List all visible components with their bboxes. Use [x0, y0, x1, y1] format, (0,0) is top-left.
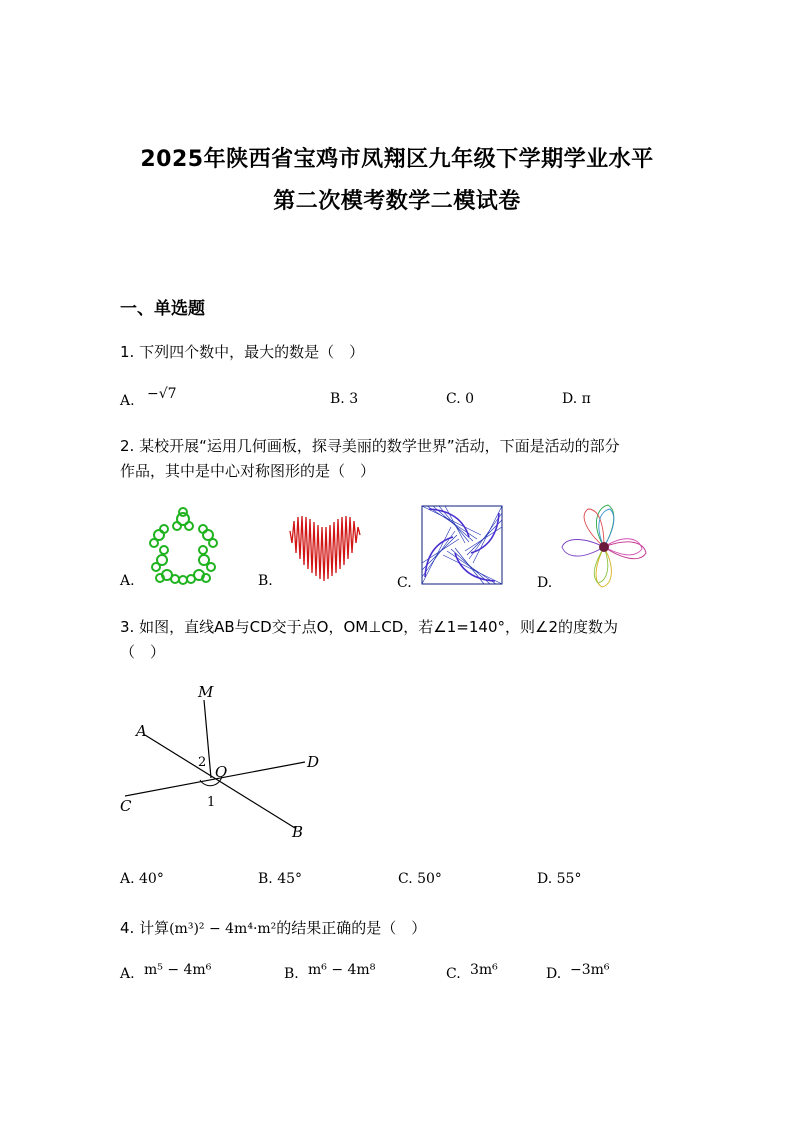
q2-option-a-label: A.: [120, 573, 135, 589]
q1-option-a-value: −√7: [147, 386, 177, 402]
q3-option-d: D. 55°: [537, 871, 582, 887]
q4-option-d-label: D.: [546, 966, 562, 982]
page-title-line1: 2025年陕西省宝鸡市凤翔区九年级下学期学业水平: [140, 147, 654, 172]
question-2-stem-line2: 作品，其中是中心对称图形的是（ ）: [120, 462, 376, 480]
q2-option-d-flower-image: [560, 503, 648, 589]
q2-option-b-heart-image: [288, 513, 362, 583]
label-c: C: [120, 797, 132, 815]
question-3-stem-line1: 3. 如图，直线AB与CD交于点O，OM⊥CD，若∠1=140°，则∠2的度数为: [120, 618, 618, 636]
q1-option-a-label: A.: [120, 393, 135, 409]
q4-stem-prefix: 4. 计算: [120, 919, 170, 937]
label-a: A: [136, 722, 147, 740]
q2-option-b-label: B.: [258, 573, 273, 589]
q2-option-c-label: C.: [397, 575, 412, 591]
label-m: M: [198, 683, 214, 701]
label-d: D: [307, 753, 320, 771]
q4-option-a-value: m⁵ − 4m⁶: [144, 962, 212, 978]
label-angle-2: 2: [198, 755, 207, 770]
question-4-stem: [120, 916, 426, 942]
q2-option-d-label: D.: [537, 575, 553, 591]
label-angle-1: 1: [207, 795, 216, 810]
q2-option-c-swirl-square-image: [421, 505, 503, 585]
section-heading: 一、单选题: [120, 299, 205, 319]
label-b: B: [292, 823, 304, 841]
q4-stem-suffix: 的结果正确的是（ ）: [276, 919, 427, 937]
q4-option-b-label: B.: [284, 966, 299, 982]
q4-stem-expression: (m³)² − 4m⁴·m²: [169, 921, 277, 937]
question-2-stem-line1: 2. 某校开展“运用几何画板，探寻美丽的数学世界”活动，下面是活动的部分: [120, 437, 620, 455]
q3-geometry-figure: [110, 680, 340, 850]
q3-option-b: B. 45°: [258, 871, 303, 887]
question-1-stem: 1. 下列四个数中，最大的数是（ ）: [120, 343, 365, 361]
q2-option-a-pentaflake-image: [142, 505, 226, 587]
label-o: O: [215, 763, 228, 781]
q4-option-a-label: A.: [120, 966, 135, 982]
q1-option-b: B. 3: [330, 391, 359, 407]
q4-option-c-value: 3m⁶: [470, 962, 498, 978]
q4-option-b-value: m⁶ − 4m⁸: [308, 962, 376, 978]
q4-option-d-value: −3m⁶: [570, 962, 610, 978]
page-title-line2: 第二次模考数学二模试卷: [273, 189, 521, 214]
q3-option-a: A. 40°: [120, 871, 164, 887]
q3-option-c: C. 50°: [398, 871, 442, 887]
q4-option-c-label: C.: [446, 966, 461, 982]
q1-option-c: C. 0: [446, 391, 475, 407]
q1-option-d: D. π: [562, 391, 591, 407]
question-3-stem-line2: （ ）: [120, 643, 166, 661]
